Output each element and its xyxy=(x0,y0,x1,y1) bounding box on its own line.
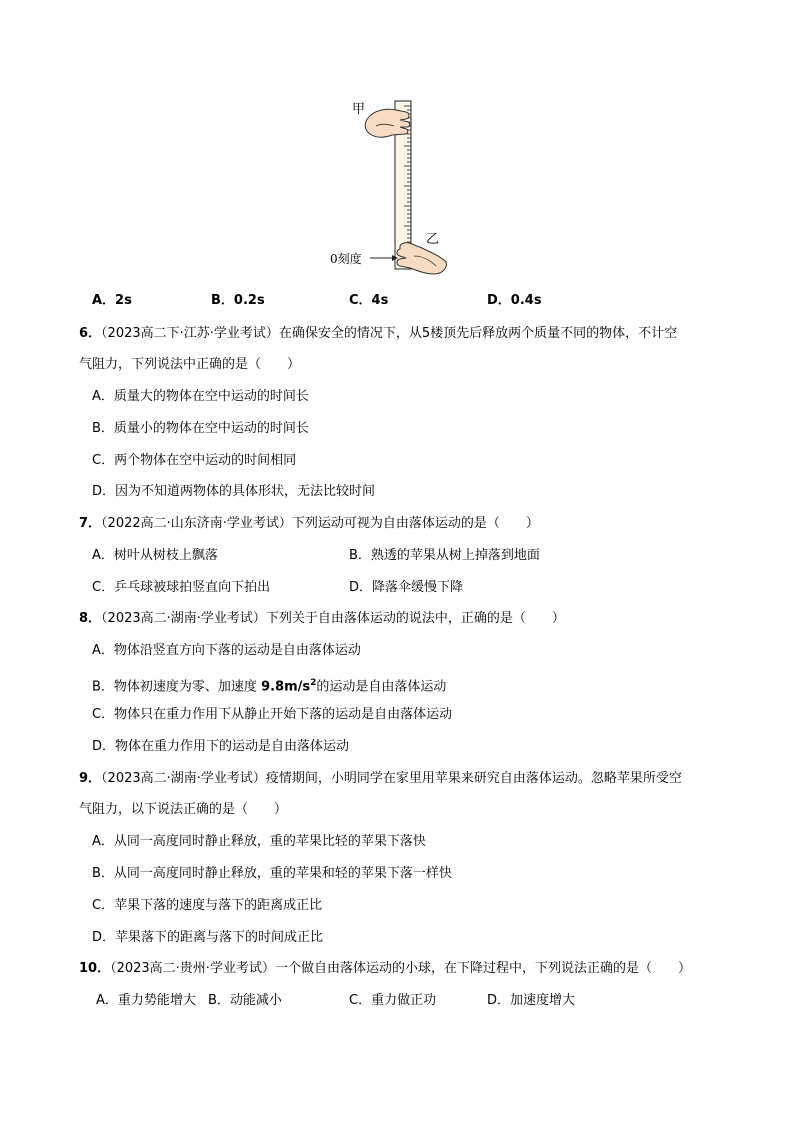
q10-option-b: B．动能减小 xyxy=(208,993,282,1008)
q7-option-a: A．树叶从树枝上飘落 xyxy=(92,548,218,563)
q9-stem-line1 xyxy=(79,770,682,788)
ruler-figure xyxy=(330,96,460,276)
q9-option-d: D．苹果落下的距离与落下的时间成正比 xyxy=(92,930,324,945)
q7-stem-text: 下列运动可视为自由落体运动的是（ ） xyxy=(291,516,539,531)
ruler-illustration xyxy=(330,96,460,276)
q6-source: （2023高二下·江苏·学业考试） xyxy=(101,326,279,341)
q8-option-b-pre: B．物体初速度为零、加速度 xyxy=(92,679,262,695)
q8-option-c: C．物体只在重力作用下从静止开始下落的运动是自由落体运动 xyxy=(92,707,453,722)
q9-stem: 疫情期间，小明同学在家里用苹果来研究自由落体运动。忽略苹果所受空 xyxy=(265,771,682,786)
q10-option-d: D．加速度增大 xyxy=(487,993,576,1008)
q6-option-d: D．因为不知道两物体的具体形状，无法比较时间 xyxy=(92,484,376,499)
q5-option-a: A．2s xyxy=(92,293,132,308)
hand-jia-icon xyxy=(365,109,410,137)
q9-option-b: B．从同一高度同时静止释放，重的苹果和轻的苹果下落一样快 xyxy=(92,866,452,881)
q9-number: 9． xyxy=(79,771,102,786)
q6-stem-line1 xyxy=(79,325,677,343)
q6-stem: 在确保安全的情况下，从5楼顶先后释放两个质量不同的物体，不计空 xyxy=(278,326,678,341)
q7-option-b: B．熟透的苹果从树上掉落到地面 xyxy=(349,548,540,563)
q8-stem xyxy=(79,610,565,628)
q10-stem xyxy=(79,960,691,978)
q8-stem-text: 下列关于自由落体运动的说法中，正确的是（ ） xyxy=(265,611,565,626)
q7-source: （2022高二·山东济南·学业考试） xyxy=(101,516,292,531)
label-jia: 甲 xyxy=(352,102,366,117)
q8-option-a: A．物体沿竖直方向下落的运动是自由落体运动 xyxy=(92,643,361,658)
q6-number: 6． xyxy=(79,326,102,341)
q5-option-d: D．0.4s xyxy=(487,293,542,308)
q8-option-b-exponent: 2 xyxy=(310,678,317,688)
q8-option-b-value: 9.8m/s xyxy=(261,679,311,695)
q9-stem-line2: 气阻力，以下说法正确的是（ ） xyxy=(79,802,288,817)
q7-number: 7． xyxy=(79,516,102,531)
q10-option-c: C．重力做正功 xyxy=(349,993,437,1008)
q5-option-c: C．4s xyxy=(349,293,389,308)
q10-option-a: A．重力势能增大 xyxy=(96,993,196,1008)
q10-number: 10． xyxy=(79,961,111,976)
q9-option-a: A．从同一高度同时静止释放，重的苹果比轻的苹果下落快 xyxy=(92,834,426,849)
q7-option-d: D．降落伞缓慢下降 xyxy=(349,580,464,595)
q6-option-c: C．两个物体在空中运动的时间相同 xyxy=(92,453,297,468)
q8-option-d: D．物体在重力作用下的运动是自由落体运动 xyxy=(92,739,350,754)
q8-option-b-post: 的运动是自由落体运动 xyxy=(316,679,447,695)
q8-source: （2023高二·湖南·学业考试） xyxy=(101,611,266,626)
q6-stem-line2: 气阻力，下列说法中正确的是（ ） xyxy=(79,357,301,372)
q7-option-c: C．乒乓球被球拍竖直向下拍出 xyxy=(92,580,271,595)
q9-option-c: C．苹果下落的速度与落下的距离成正比 xyxy=(92,898,323,913)
label-yi: 乙 xyxy=(426,232,440,247)
q10-source: （2023高二·贵州·学业考试） xyxy=(110,961,275,976)
q8-option-b xyxy=(92,674,446,696)
q10-stem-text: 一个做自由落体运动的小球，在下降过程中，下列说法正确的是（ ） xyxy=(274,961,691,976)
q6-option-b: B．质量小的物体在空中运动的时间长 xyxy=(92,421,309,436)
label-zero-scale: 0刻度 xyxy=(330,252,362,266)
q9-source: （2023高二·湖南·学业考试） xyxy=(101,771,266,786)
q5-option-b: B．0.2s xyxy=(211,293,265,308)
q8-number: 8． xyxy=(79,611,102,626)
q6-option-a: A．质量大的物体在空中运动的时间长 xyxy=(92,389,309,404)
q7-stem xyxy=(79,515,539,533)
